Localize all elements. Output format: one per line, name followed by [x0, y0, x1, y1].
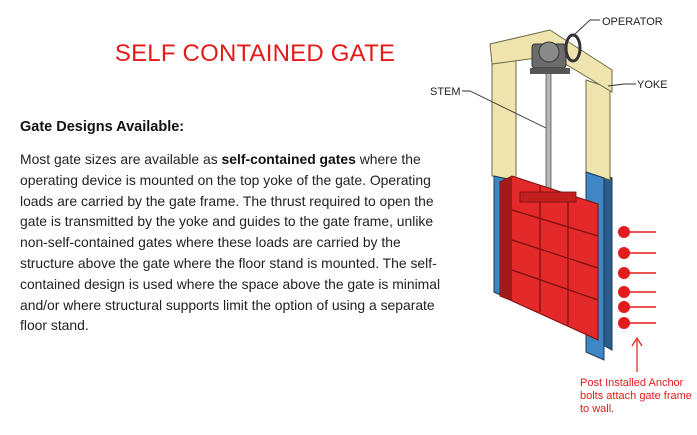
operator-label: OPERATOR	[602, 16, 663, 28]
operator-leader	[575, 20, 600, 34]
yoke-right-leg	[586, 80, 610, 180]
yoke-left-leg	[492, 48, 516, 180]
yoke-label: YOKE	[637, 79, 668, 91]
stem-label: STEM	[430, 86, 461, 98]
section-heading: Gate Designs Available:	[20, 119, 185, 135]
paragraph-lead: Most gate sizes are available as	[20, 151, 222, 167]
anchor-note: Post Installed Anchor bolts attach gate frame to wall.	[580, 377, 692, 415]
stem	[546, 60, 551, 200]
paragraph-emphasis: self-contained gates	[221, 151, 356, 167]
page-title: SELF CONTAINED GATE	[114, 40, 396, 67]
anchor-arrow	[632, 338, 642, 372]
anchor-bolts	[618, 226, 656, 329]
paragraph-rest: where the operating device is mounted on the top yoke of the gate. Operating loads are carried by the gate frame. The thrust required to open the gate is transmitted by the yoke and guides to the gate frame, unlike non-self-contained gates where these loads are carried by the structure above the gate where the floor stand is mounted. The self-contained design is used where the space above the gate is minimal and/or where structural supports limit the option of using a separate floor stand.	[20, 151, 441, 334]
gate-leaf	[500, 176, 598, 340]
